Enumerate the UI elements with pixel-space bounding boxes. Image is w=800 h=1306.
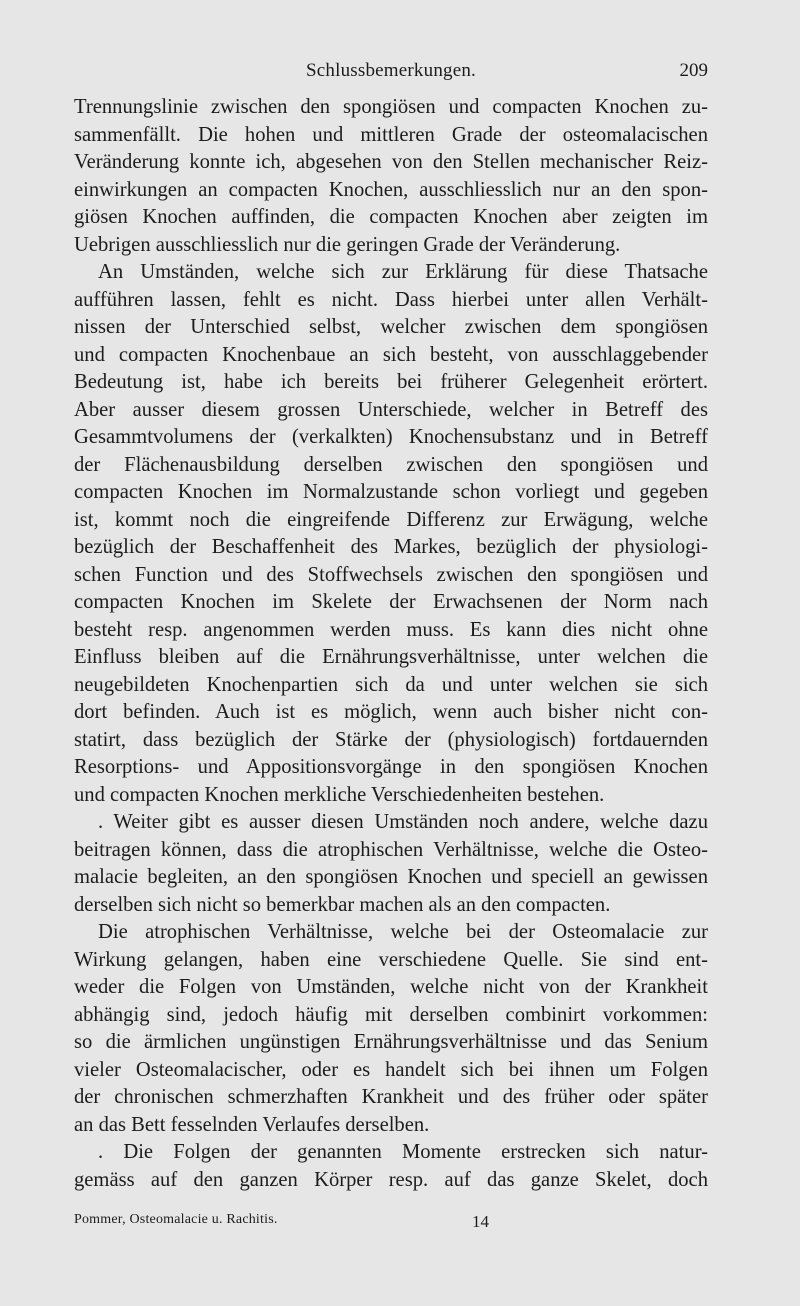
text-line: weder die Folgen von Umständen, welche nicht von der Krankheit (74, 976, 708, 998)
text-line: Aber ausser diesem grossen Unterschiede, welcher in Betreff des (74, 398, 708, 421)
text-line: statirt, dass bezüglich der Stärke der (physiologisch) fortdauernden (74, 728, 708, 751)
text-line: an das Bett fesselnden Verlaufes derselben. (74, 1113, 430, 1136)
text-line: bezüglich der Beschaffenheit des Markes, bezüglich der physiologi- (74, 536, 708, 558)
text-line: compacten Knochen im Normalzustande schon vorliegt und gegeben (74, 481, 708, 503)
text-line: der chronischen schmerzhaften Krankheit und des früher oder später (74, 1086, 708, 1108)
text-line: dort befinden. Auch ist es möglich, wenn auch bisher nicht con- (74, 701, 708, 723)
text-line: Gesammtvolumens der (verkalkten) Knochensubstanz und in Betreff (74, 426, 708, 448)
text-line: Trennungslinie zwischen den spongiösen und compacten Knochen zu- (74, 96, 708, 118)
text-line: besteht resp. angenommen werden muss. Es kann dies nicht ohne (74, 618, 708, 641)
text-line: giösen Knochen auffinden, die compacten Knochen aber zeigten im (74, 206, 708, 228)
running-title: Schlussbemerkungen. (305, 60, 477, 81)
text-line: Resorptions- und Appositionsvorgänge in den spongiösen Knochen (74, 756, 708, 778)
text-line: aufführen lassen, fehlt es nicht. Dass hierbei unter allen Verhält- (74, 288, 708, 311)
footer-note: Pommer, Osteomalacie u. Rachitis. (74, 1212, 278, 1227)
text-line: und compacten Knochenbaue an sich besteht, von ausschlaggebender (74, 343, 708, 366)
text-line: beitragen können, dass die atrophischen Verhältnisse, welche die Osteo- (74, 838, 708, 861)
text-line: Uebrigen ausschliesslich nur die geringen Grade der Veränderung. (74, 233, 621, 256)
text-line: derselben sich nicht so bemerkbar machen als an den compacten. (74, 893, 611, 916)
text-line: Einfluss bleiben auf die Ernährungsverhältnisse, unter welchen die (74, 646, 708, 668)
text-line: der Flächenausbildung derselben zwischen den spongiösen und (74, 453, 708, 476)
signature-mark: 14 (472, 1212, 489, 1231)
text-line: neugebildeten Knochenpartien sich da und unter welchen sie sich (74, 673, 708, 696)
page-number: 209 (679, 60, 708, 81)
text-line: Bedeutung ist, habe ich bereits bei früherer Gelegenheit erörtert. (74, 371, 708, 393)
text-line: ist, kommt noch die eingreifende Differenz zur Erwägung, welche (74, 508, 708, 531)
text-line: abhängig sind, jedoch häufig mit derselben combinirt vorkommen: (74, 1003, 708, 1026)
text-line: An Umständen, welche sich zur Erklärung für diese Thatsache (98, 261, 708, 283)
running-head (74, 60, 708, 84)
text-line: und compacten Knochen merkliche Verschiedenheiten bestehen. (74, 783, 605, 806)
text-line: . Weiter gibt es ausser diesen Umständen noch andere, welche dazu (98, 811, 708, 833)
text-line: so die ärmlichen ungünstigen Ernährungsverhältnisse und das Senium (74, 1031, 708, 1053)
text-line: sammenfällt. Die hohen und mittleren Grade der osteomalacischen (74, 123, 708, 146)
text-line: malacie begleiten, an den spongiösen Knochen und speciell an gewissen (74, 866, 708, 888)
text-line: gemäss auf den ganzen Körper resp. auf das ganze Skelet, doch (74, 1168, 708, 1191)
text-line: compacten Knochen im Skelete der Erwachsenen der Norm nach (74, 591, 708, 613)
text-line: schen Function und des Stoffwechsels zwischen den spongiösen und (74, 563, 708, 586)
text-line: vieler Osteomalacischer, oder es handelt sich bei ihnen um Folgen (74, 1058, 708, 1081)
body-text (74, 94, 708, 1194)
text-line: Die atrophischen Verhältnisse, welche bei der Osteomalacie zur (98, 921, 708, 943)
text-line: Wirkung gelangen, haben eine verschiedene Quelle. Sie sind ent- (74, 948, 708, 971)
text-line: einwirkungen an compacten Knochen, ausschliesslich nur an den spon- (74, 178, 708, 201)
text-line: nissen der Unterschied selbst, welcher zwischen dem spongiösen (74, 316, 708, 338)
text-line: Veränderung konnte ich, abgesehen von den Stellen mechanischer Reiz- (74, 151, 708, 173)
page-footer (74, 1212, 708, 1232)
text-line: . Die Folgen der genannten Momente erstrecken sich natur- (98, 1141, 708, 1163)
